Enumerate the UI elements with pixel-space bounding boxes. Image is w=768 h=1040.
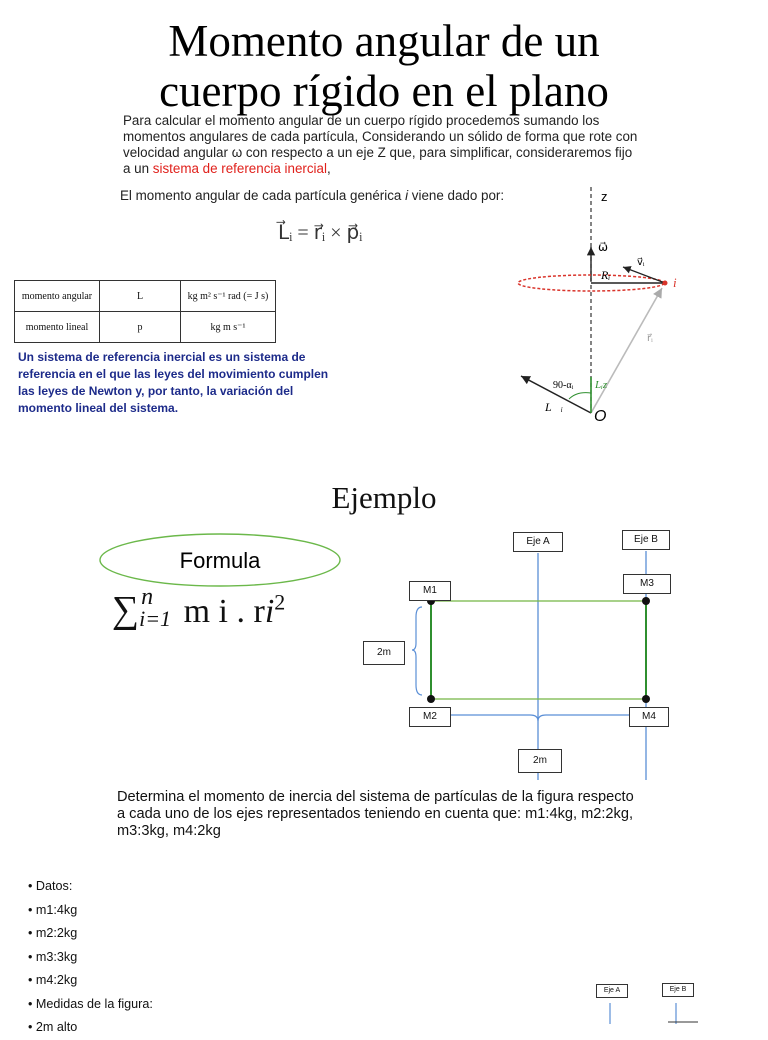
- sum-symbol: ∑: [112, 589, 140, 631]
- formula-expr: m i . r: [175, 593, 265, 630]
- generic-particle-after: viene dado por:: [408, 188, 505, 203]
- generic-particle-var: i: [405, 188, 409, 203]
- mini-eje-a-box: Eje A: [596, 984, 628, 998]
- exercise-question: Determina el momento de inercia del sistema de partículas de la figura respecto a cada uno de los ejes representados teniendo en cuenta que: m1:4kg, m2:2kg, m3:3kg, m4:2kg: [117, 789, 634, 839]
- intro-paragraph: [123, 113, 643, 177]
- intro-tail: ,: [326, 161, 331, 176]
- particle-label: i: [673, 275, 677, 290]
- radius-label: Rᵢ: [601, 268, 611, 282]
- title-line-1: Momento angular de un: [168, 16, 600, 66]
- mini-eje-b-box: Eje B: [662, 983, 694, 997]
- height-brace: [412, 607, 422, 695]
- velocity-label: v⃗ᵢ: [637, 257, 645, 268]
- sum-upper: n: [141, 584, 154, 610]
- m3-box: M3: [623, 574, 671, 594]
- table-cell: momento angular: [15, 281, 100, 312]
- m1-box: M1: [409, 581, 451, 601]
- width-box: 2m: [518, 749, 562, 773]
- list-item: • 2m alto: [28, 1016, 153, 1040]
- z-axis-label: z: [601, 189, 608, 204]
- list-item: • m1:4kg: [28, 899, 153, 923]
- formula-power: 2: [274, 589, 286, 615]
- inertia-formula: [112, 584, 286, 636]
- formula-bubble: [98, 532, 342, 590]
- page-title: [0, 16, 768, 116]
- table-row: [15, 281, 276, 312]
- table-cell: kg m s⁻¹: [181, 312, 276, 343]
- height-box: 2m: [363, 641, 405, 665]
- angular-momentum-formula: L⃗ᵢ = r⃗ᵢ × p⃗ᵢ: [278, 222, 363, 244]
- angle-arc: [569, 393, 591, 399]
- origin-label: O: [594, 408, 607, 425]
- mini-diagram: [590, 995, 710, 1024]
- angle-label: 90-αᵢ: [553, 380, 574, 391]
- inertial-frame-note: Un sistema de referencia inercial es un sistema de referencia en el que las leyes del movimiento cumplen las leyes de Newton y, por tanto, la variación del momento lineal del sistema.: [18, 350, 329, 415]
- list-item: • m2:2kg: [28, 922, 153, 946]
- generic-particle-line: [120, 188, 504, 203]
- masses-diagram: [360, 525, 700, 780]
- table-row: [15, 312, 276, 343]
- lz-label: Lᵢz: [595, 379, 608, 391]
- table-cell: momento lineal: [15, 312, 100, 343]
- omega-label: ω⃗: [598, 240, 609, 254]
- m4-box: M4: [629, 707, 669, 727]
- position-label: r⃗ᵢ: [647, 333, 653, 344]
- particle-point: [663, 281, 668, 286]
- position-vector: [591, 288, 662, 413]
- list-item: • m3:3kg: [28, 946, 153, 970]
- example-heading: Ejemplo: [331, 480, 437, 515]
- formula-expr-i: i: [264, 593, 275, 630]
- sum-limits: [139, 584, 175, 631]
- table-cell: kg m² s⁻¹ rad (= J s): [181, 281, 276, 312]
- mass-point-m4: [642, 695, 650, 703]
- title-line-2: cuerpo rígido en el plano: [159, 66, 609, 116]
- list-item: • Medidas de la figura:: [28, 993, 153, 1017]
- m2-box: M2: [409, 707, 451, 727]
- intro-text: Para calcular el momento angular de un cuerpo rígido procedemos sumando los momentos angulares de cada partícula, Considerando un sólido de forma que rote con velocidad angular ω con respecto a un eje Z que, para simplificar, consideraremos fijo a un: [123, 113, 638, 176]
- table-cell: p: [100, 312, 181, 343]
- data-bullet-list: [28, 875, 153, 1040]
- width-brace: [437, 709, 644, 721]
- mass-point-m2: [427, 695, 435, 703]
- units-table: [14, 280, 276, 343]
- sum-lower: i=1: [139, 606, 172, 631]
- velocity-arrow: [623, 267, 665, 283]
- list-item: • Datos:: [28, 875, 153, 899]
- table-cell: L: [100, 281, 181, 312]
- intro-highlight: sistema de referencia inercial: [152, 161, 327, 176]
- eje-a-box: Eje A: [513, 532, 563, 552]
- angular-momentum-diagram: [505, 185, 705, 425]
- formula-label: Formula: [179, 548, 261, 573]
- generic-particle-before: El momento angular de cada partícula genérica: [120, 188, 406, 203]
- angular-momentum-label: L⃗ᵢ: [545, 400, 563, 414]
- mass-point-m3: [642, 597, 650, 605]
- list-item: • m4:2kg: [28, 969, 153, 993]
- eje-b-box: Eje B: [622, 530, 670, 550]
